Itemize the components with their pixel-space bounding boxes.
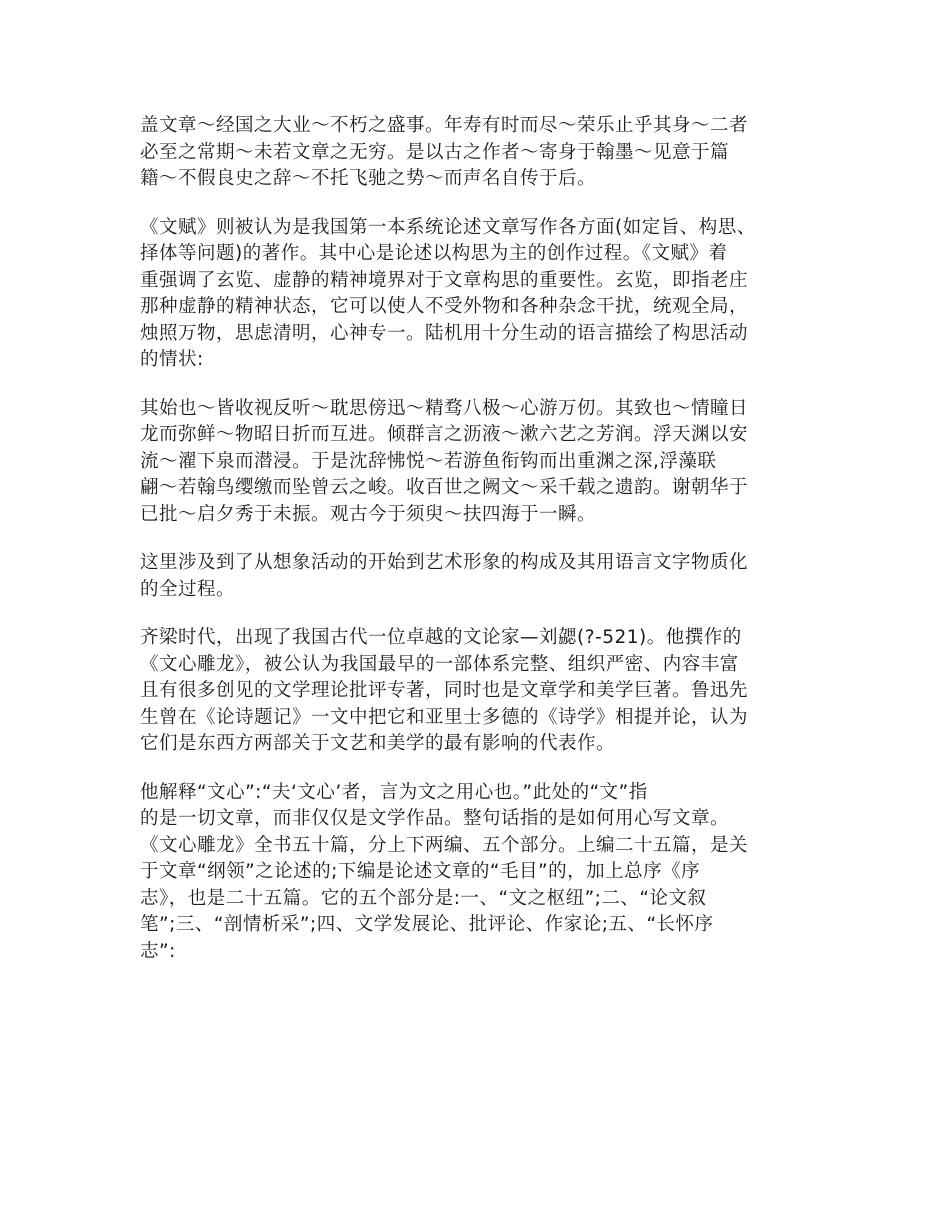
- document-body: [140, 113, 812, 987]
- text-line: 且有很多创见的文学理论批评专著，同时也是文章学和美学巨著。鲁迅先: [140, 680, 749, 701]
- text-line: 他解释“文心”:“夫‘文心’者，言为文之用心也。”此处的“文”指: [140, 781, 648, 803]
- text-line: 其始也～皆收视反听～耽思傍迅～精骛八极～心游万仞。其致也～情瞳日: [140, 397, 749, 419]
- text-line: 那种虚静的精神状态，它可以使人不受外物和各种杂念干扰，统观全局，: [140, 296, 749, 317]
- paragraph-imagination-process: [140, 550, 812, 603]
- text-line: 的全过程。: [140, 578, 236, 600]
- paragraph-liu-xie: [140, 625, 812, 758]
- paragraph-wenfu-intro: [140, 215, 812, 374]
- paragraph-wenfu-quote: [140, 396, 812, 529]
- text-line: 的是一切文章，而非仅仅是文学作品。整句话指的是如何用心写文章。: [140, 808, 730, 829]
- text-line: 已批～启夕秀于未振。观古今于须臾～扶四海于一瞬。: [140, 503, 597, 525]
- text-line: 志》，也是二十五篇。它的五个部分是:一、“文之枢纽”;二、“论文叙: [140, 887, 707, 909]
- text-line: 《文心雕龙》全书五十篇，分上下两编、五个部分。上编二十五篇，是关: [140, 834, 749, 856]
- text-line: 流～濯下泉而潜浸。于是沈辞怫悦～若游鱼衔钩而出重渊之深,浮藻联: [140, 450, 717, 472]
- text-line: 《文赋》则被认为是我国第一本系统论述文章写作各方面(如定旨、构思、: [140, 216, 756, 238]
- text-line: 齐梁时代，出现了我国古代一位卓越的文论家—刘勰(?-521)。他撰作的: [140, 627, 742, 648]
- text-line: 重强调了玄览、虚静的精神境界对于文章构思的重要性。玄览，即指老庄: [140, 269, 749, 291]
- text-line: 的情状:: [140, 349, 204, 370]
- text-line: 择体等问题)的著作。其中心是论述以构思为主的创作过程。《文赋》着: [140, 243, 728, 264]
- text-line: 烛照万物，思虑清明，心神专一。陆机用十分生动的语言描绘了构思活动: [140, 322, 749, 344]
- text-line: 翩～若翰鸟缨缴而坠曾云之峻。收百世之阙文～采千载之遗韵。谢朝华于: [140, 477, 749, 498]
- text-line: 这里涉及到了从想象活动的开始到艺术形象的构成及其用语言文字物质化: [140, 552, 749, 573]
- text-line: 它们是东西方两部关于文艺和美学的最有影响的代表作。: [140, 733, 616, 754]
- text-line: 生曾在《论诗题记》一文中把它和亚里士多德的《诗学》相提并论，认为: [140, 706, 749, 728]
- text-line: 志”:: [140, 940, 176, 962]
- text-line: 籍～不假良史之辞～不托飞驰之势～而声名自传于后。: [140, 168, 597, 189]
- text-line: 笔”;三、“剖情析采”;四、文学发展论、批评论、作家论;五、“长怀序: [140, 914, 714, 935]
- paragraph-wenxin-explanation: [140, 780, 812, 966]
- text-line: 于文章“纲领”之论述的;下编是论述文章的“毛目”的，加上总序《序: [140, 861, 701, 882]
- paragraph-wenzhang-quote: [140, 113, 812, 193]
- text-line: 盖文章～经国之大业～不朽之盛事。年寿有时而尽～荣乐止乎其身～二者: [140, 115, 749, 136]
- text-line: 必至之常期～未若文章之无穷。是以古之作者～寄身于翰墨～见意于篇: [140, 141, 730, 163]
- text-line: 龙而弥鲜～物昭日折而互进。倾群言之沥液～漱六艺之芳润。浮天渊以安: [140, 424, 749, 445]
- text-line: 《文心雕龙》，被公认为我国最早的一部体系完整、组织严密、内容丰富: [140, 653, 739, 675]
